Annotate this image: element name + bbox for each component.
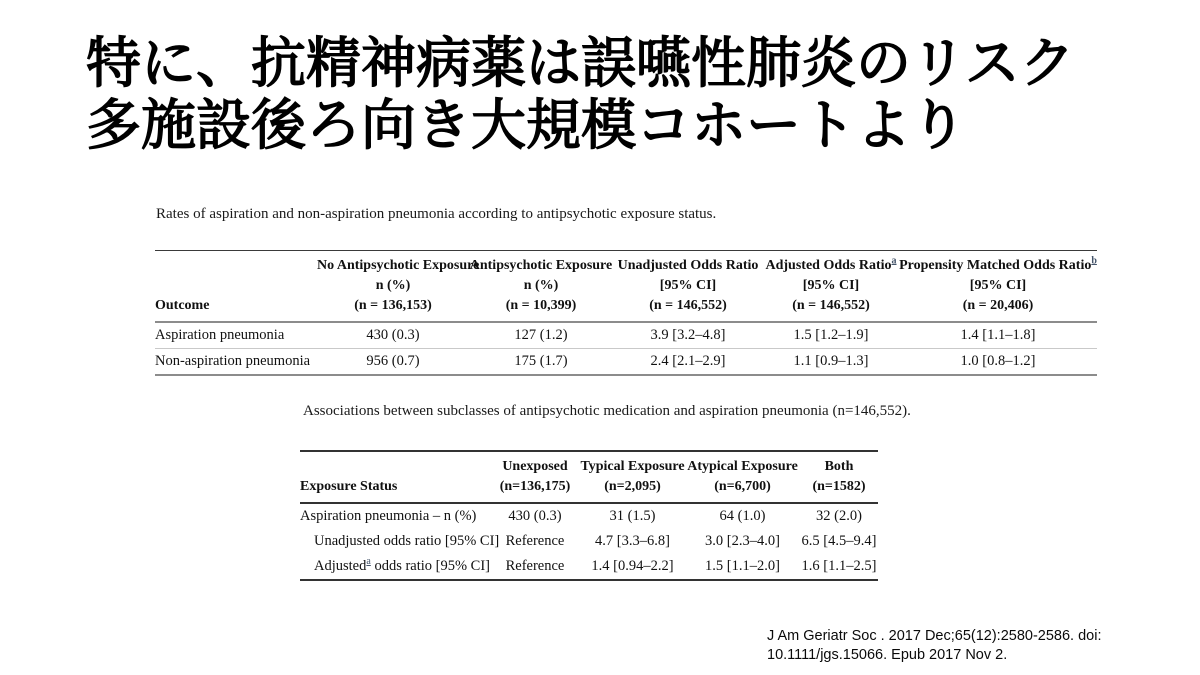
cell: 64 (1.0) [719, 508, 766, 524]
table2-header-typical: Typical Exposure (n=2,095) [580, 451, 685, 503]
table2-header-both: Both (n=1582) [800, 451, 878, 503]
citation-line1: J Am Geriatr Soc . 2017 Dec;65(12):2580-2586. doi: [767, 628, 1102, 644]
footnote-ref-a[interactable]: a [891, 255, 897, 267]
cell: 31 (1.5) [609, 508, 656, 524]
cell: 1.0 [0.8–1.2] [960, 353, 1036, 369]
cell: 1.1 [0.9–1.3] [793, 353, 869, 369]
table-row [300, 554, 878, 580]
citation [767, 627, 1102, 665]
slide-title [86, 32, 1075, 156]
cell: 32 (2.0) [816, 508, 862, 524]
cell: 2.4 [2.1–2.9] [650, 353, 726, 369]
cell: 1.5 [1.1–2.0] [705, 558, 780, 574]
cell: 1.4 [1.1–1.8] [899, 322, 1097, 349]
cell: 6.5 [4.5–9.4] [801, 533, 877, 549]
table-row [155, 349, 1097, 376]
cell: 430 (0.3) [508, 508, 562, 524]
table1-header-propensity-or: Propensity Matched Odds Ratio$^b$ [95% CI] (n = 20,406) [899, 251, 1097, 323]
table1-container [155, 250, 1097, 376]
row-label-text: odds ratio [95% CI] [370, 558, 491, 574]
table1-header-unadjusted-or: Unadjusted Odds Ratio [95% CI] (n = 146,552) [613, 251, 763, 323]
row-label: Non-aspiration pneumonia [155, 353, 311, 369]
table1-header-outcome: Outcome [155, 251, 317, 323]
cell: 1.4 [0.94–2.2] [591, 558, 674, 574]
table2-header-row [300, 451, 878, 503]
cell: Reference [505, 558, 565, 574]
slide-title-line1: 特に、抗精神病薬は誤嚥性肺炎のリスク [86, 32, 1075, 94]
table2-header-exposure-status: Exposure Status [300, 451, 490, 503]
row-label [300, 554, 490, 580]
header-label: Adjusted Odds Ratio [765, 258, 892, 273]
cell: 3.9 [3.2–4.8] [613, 322, 763, 349]
row-label: Aspiration pneumonia [155, 322, 317, 349]
cell: 956 (0.7) [366, 353, 420, 369]
cell: 3.0 [2.3–4.0] [705, 533, 780, 549]
table-row [300, 503, 878, 529]
cell: 1.6 [1.1–2.5] [801, 558, 877, 574]
header-label: Propensity Matched Odds Ratio [899, 258, 1092, 273]
row-label: Aspiration pneumonia – n (%) [300, 508, 477, 524]
table2-caption: Associations between subclasses of antipsychotic medication and aspiration pneumonia (n=146,552). [303, 403, 911, 419]
table2-container [300, 450, 878, 581]
cell: 175 (1.7) [514, 353, 568, 369]
table2-header-unexposed: Unexposed (n=136,175) [490, 451, 580, 503]
cell: 1.5 [1.2–1.9] [763, 322, 899, 349]
table1 [155, 250, 1097, 376]
slide-title-line2: 多施設後ろ向き大規模コホートより [86, 94, 967, 156]
footnote-ref-a[interactable]: a [366, 556, 371, 568]
cell: 430 (0.3) [317, 322, 469, 349]
citation-line2: 10.1111/jgs.15066. Epub 2017 Nov 2. [767, 647, 1008, 663]
table1-header-adjusted-or: Adjusted Odds Ratio$^a$ [95% CI] (n = 146,552) [763, 251, 899, 323]
cell: Reference [505, 533, 565, 549]
table1-header-exposure: Antipsychotic Exposure n (%) (n = 10,399) [469, 251, 613, 323]
table2 [300, 450, 878, 581]
table-row [155, 322, 1097, 349]
table-row [300, 529, 878, 554]
table2-header-atypical: Atypical Exposure (n=6,700) [685, 451, 800, 503]
row-label-text: Adjusted [314, 558, 367, 574]
row-label: Unadjusted odds ratio [95% CI] [314, 533, 500, 549]
table1-header-row [155, 251, 1097, 323]
cell: 127 (1.2) [469, 322, 613, 349]
table1-header-no-exposure: No Antipsychotic Exposure n (%) (n = 136,153) [317, 251, 469, 323]
table1-caption: Rates of aspiration and non-aspiration pneumonia according to antipsychotic exposure status. [156, 206, 717, 222]
cell: 4.7 [3.3–6.8] [595, 533, 670, 549]
footnote-ref-b[interactable]: b [1091, 255, 1097, 267]
